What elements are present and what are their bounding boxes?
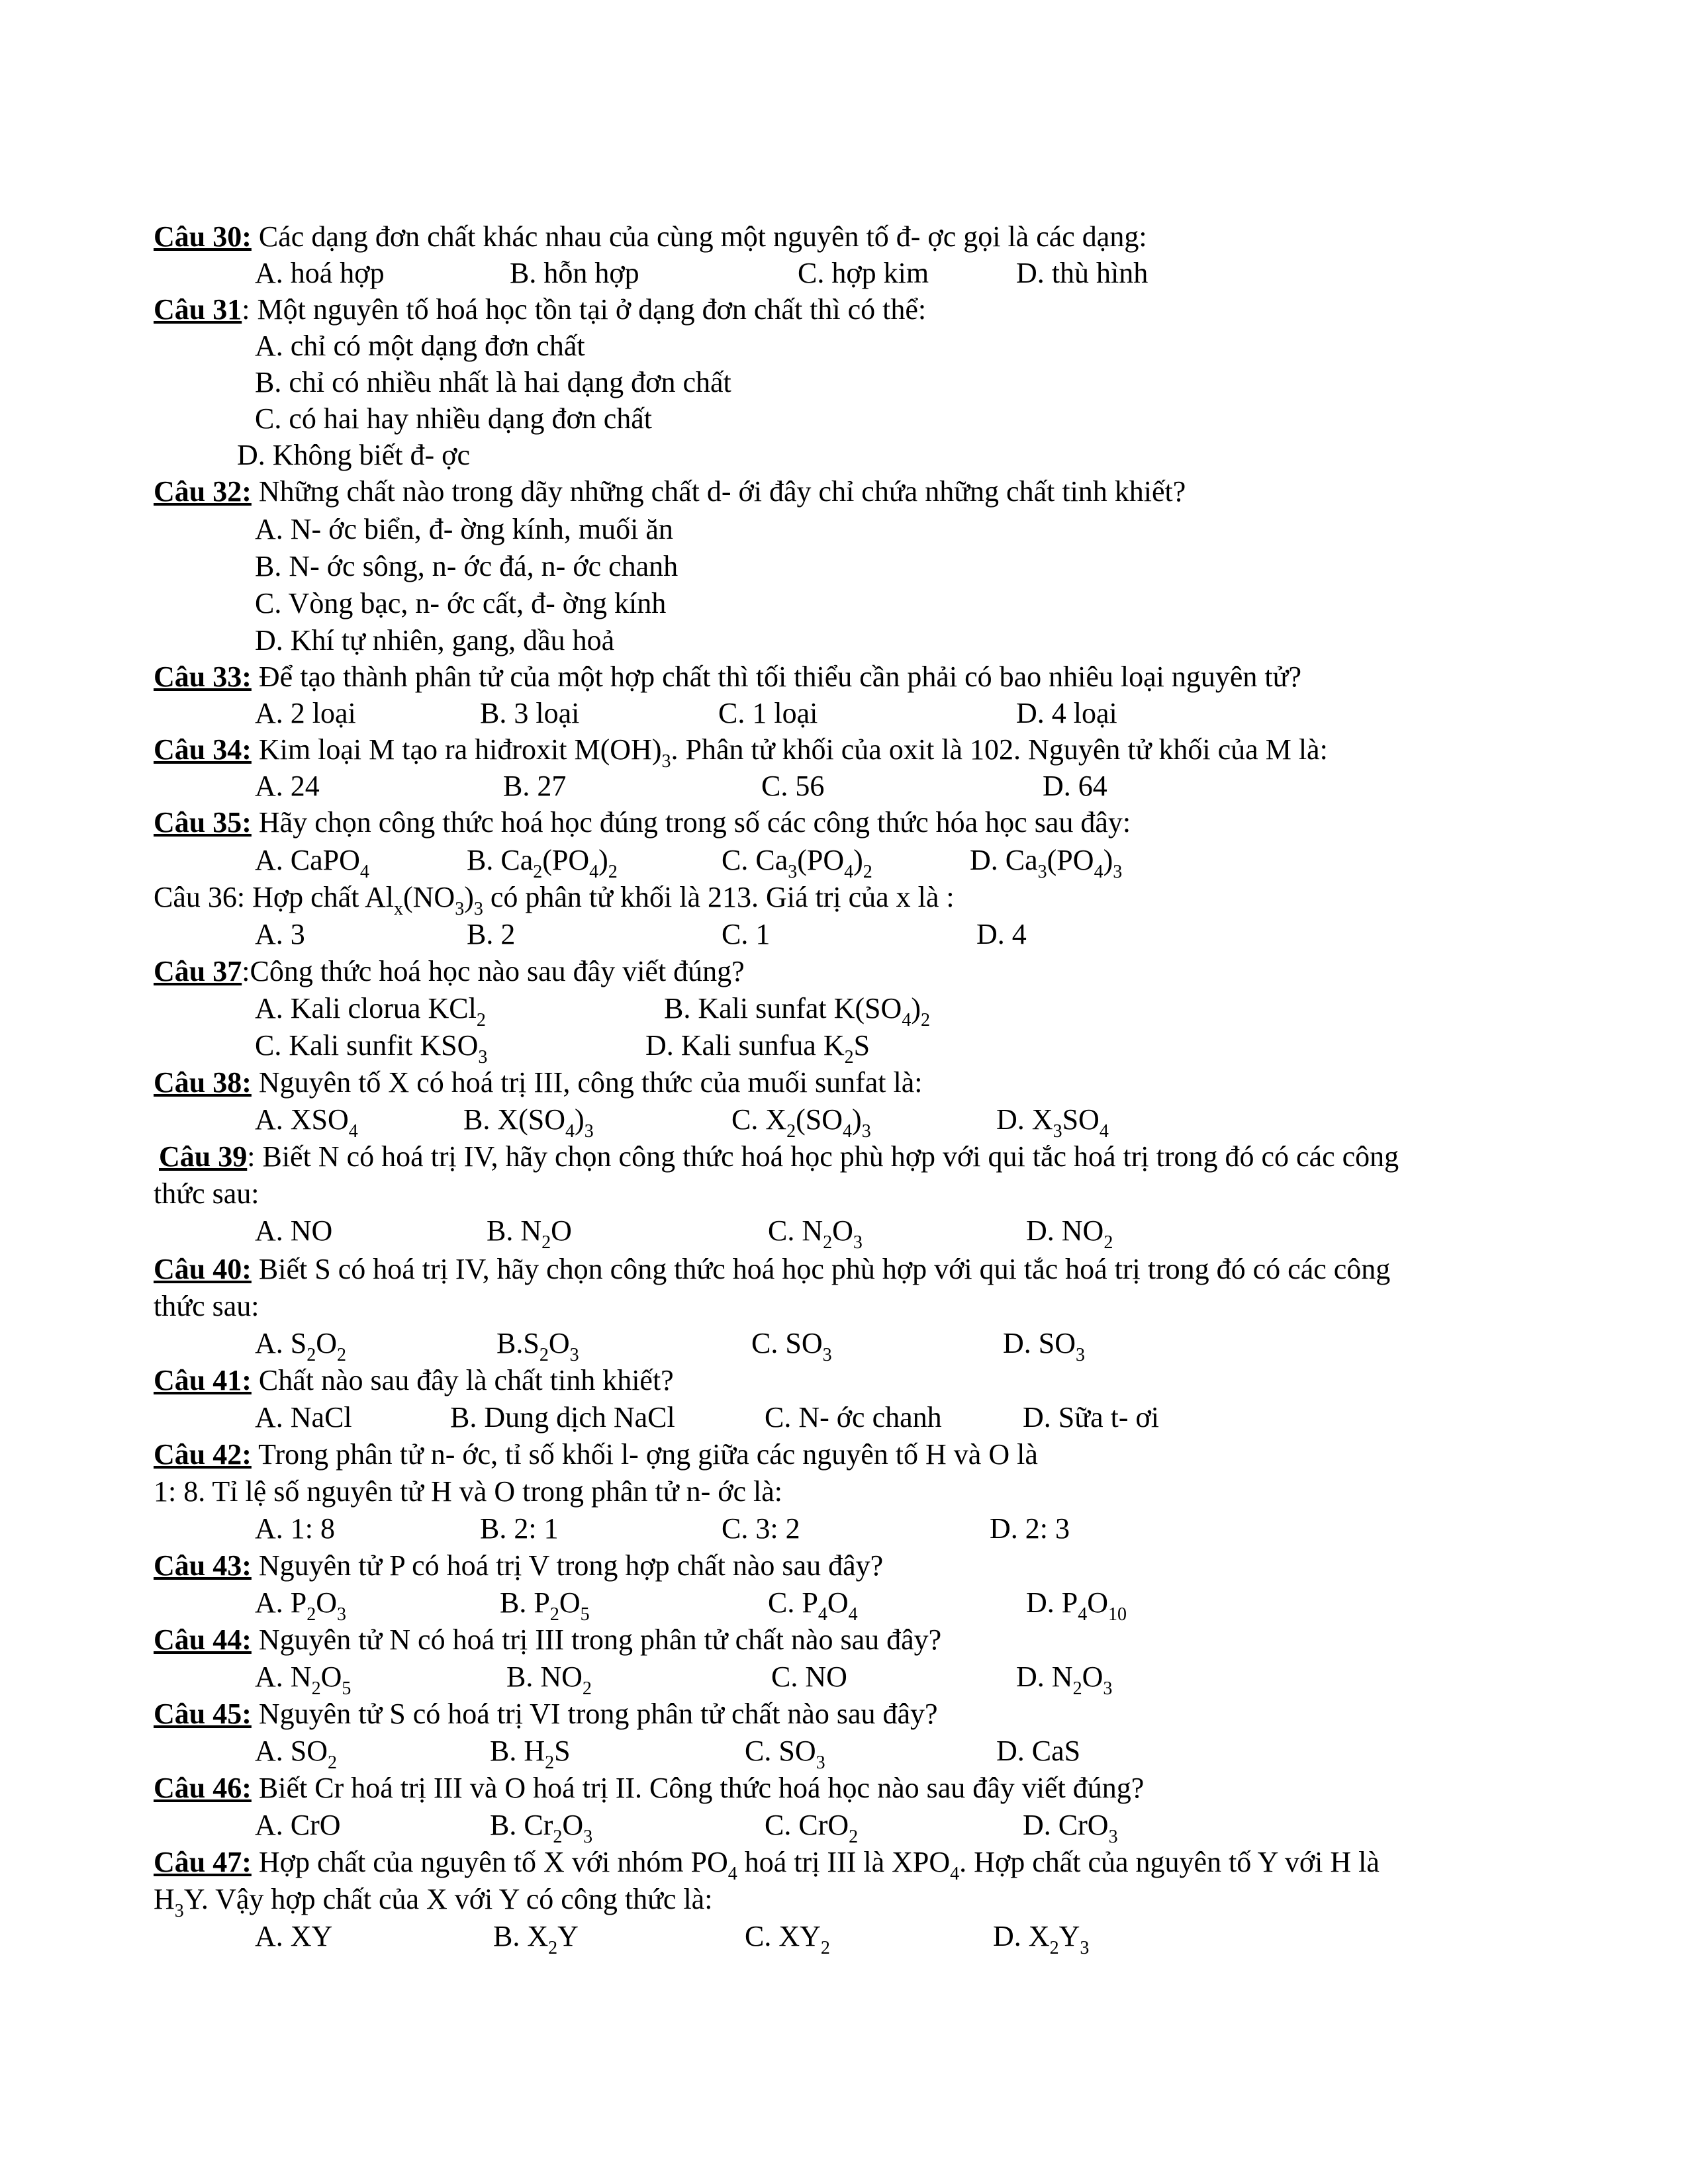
answer-option: D. 4 loại: [1016, 697, 1117, 729]
question-number: Câu 34:: [154, 733, 252, 766]
answer-option: B. $H_2S$: [490, 1735, 571, 1773]
answer-option: A. N- ớc biển, đ- ờng kính, muối ăn: [255, 513, 673, 545]
question-stem: [154, 218, 1147, 255]
question-stem: [154, 1064, 922, 1101]
question-text: Nguyên tử P có hoá trị V trong hợp chất nào sau đây?: [251, 1549, 884, 1582]
answer-option: C. 1 loại: [718, 697, 818, 729]
answer-option: A. CrO: [255, 1809, 341, 1841]
question-text: Nguyên tử N có hoá trị III trong phân tử chất nào sau đây?: [251, 1623, 942, 1656]
question-text: Những chất nào trong dãy những chất d- ới đây chỉ chứa những chất tinh khiết?: [251, 475, 1186, 508]
question-number: Câu 44:: [154, 1623, 252, 1656]
question-number: Câu 42:: [154, 1438, 252, 1471]
question-stem: [154, 1696, 938, 1733]
answer-option: A. $SO_2$: [255, 1735, 338, 1773]
answer-option: A. hoá hợp: [255, 257, 385, 289]
answer-option: C. $Ca_3(PO_4)_2$: [722, 844, 872, 882]
answer-option: A. 3: [255, 918, 305, 950]
answer-option: A. NO: [255, 1214, 333, 1247]
question-number: Câu 37: [154, 955, 242, 987]
answer-option: B. 2: 1: [480, 1512, 559, 1545]
answer-option: D. Sữa t- ơi: [1023, 1401, 1159, 1433]
question-number: Câu 40:: [154, 1253, 252, 1285]
answer-option: B. $NO_2$: [506, 1661, 592, 1699]
answer-option: C. Kali sunfit $KSO_3$: [255, 1029, 488, 1068]
question-number: Câu 38:: [154, 1066, 252, 1099]
question-text: : Biết N có hoá trị IV, hãy chọn công thức hoá học phù hợp với qui tắc hoá trị trong đó có các công: [247, 1140, 1399, 1173]
answer-option: B. $Ca_2(PO_4)_2$: [467, 844, 618, 882]
answer-option: C. 3: 2: [722, 1512, 800, 1545]
answer-option: D. 64: [1043, 770, 1107, 802]
question-text: Kim loại M tạo ra hiđroxit $M(OH)_3$. Phân tử khối của oxit là 102. Nguyên tử khối của M là:: [251, 733, 1328, 772]
answer-option: B. Kali sunfat $K(SO_4)_2$: [664, 992, 930, 1030]
question-stem: [159, 1138, 1399, 1175]
question-stem: [154, 1621, 941, 1659]
question-number: Câu 39: [159, 1140, 248, 1173]
answer-option: D. CaS: [996, 1735, 1081, 1767]
question-number: Câu 47:: [154, 1846, 252, 1878]
question-number: Câu 41:: [154, 1364, 252, 1396]
answer-option: A. 2 loại: [255, 697, 356, 729]
question-text-continued: thức sau:: [154, 1290, 259, 1322]
answer-option: D. $X_2Y_3$: [993, 1920, 1090, 1958]
question-text: Để tạo thành phân tử của một hợp chất thì tối thiểu cần phải có bao nhiêu loại nguyên tử?: [251, 660, 1301, 693]
answer-option: B. $N_2O$: [487, 1214, 572, 1253]
question-stem: [154, 1251, 1390, 1288]
answer-option: B. 3 loại: [480, 697, 580, 729]
answer-option: D. $N_2O_3$: [1016, 1661, 1113, 1699]
question-stem: [154, 731, 1328, 772]
question-stem: [154, 291, 926, 328]
answer-option: C. $SO_3$: [751, 1327, 832, 1365]
answer-option: C. hợp kim: [798, 257, 929, 289]
answer-option: A. Kali clorua KCl$_2$: [255, 992, 486, 1030]
answer-option: B. 27: [503, 770, 567, 802]
question-number: Câu 43:: [154, 1549, 252, 1582]
answer-option: A. XY: [255, 1920, 333, 1952]
answer-option: D. CrO$_3$: [1023, 1809, 1118, 1847]
answer-option: D. Kali sunfua $K_2S$: [645, 1029, 870, 1068]
answer-option: C. Vòng bạc, n- ớc cất, đ- ờng kính: [255, 587, 667, 619]
answer-option: B. 2: [467, 918, 516, 950]
answer-option: C. có hai hay nhiều dạng đơn chất: [255, 402, 652, 435]
answer-option: C. $X_2(SO_4)_3$: [731, 1103, 871, 1142]
question-stem: [154, 879, 955, 919]
question-text-continued: thức sau:: [154, 1177, 259, 1210]
answer-option: D. $X_3SO_4$: [996, 1103, 1109, 1142]
answer-option: B. $P_2O_5$: [500, 1586, 590, 1625]
question-text: Biết Cr hoá trị III và O hoá trị II. Công thức hoá học nào sau đây viết đúng?: [251, 1772, 1145, 1804]
answer-option: A. 24: [255, 770, 320, 802]
answer-option: A. $XSO_4$: [255, 1103, 358, 1142]
question-text-continued: 1: 8. Tỉ lệ số nguyên tử H và O trong phân tử n- ớc là:: [154, 1475, 782, 1508]
question-number: Câu 46:: [154, 1772, 252, 1804]
answer-option: A. $P_2O_3$: [255, 1586, 347, 1625]
question-text: Nguyên tử S có hoá trị VI trong phân tử chất nào sau đây?: [251, 1698, 938, 1730]
question-stem: [154, 659, 1301, 696]
question-stem: [154, 804, 1131, 841]
question-number: Câu 45:: [154, 1698, 252, 1730]
question-stem: [154, 1770, 1144, 1807]
answer-option: B. N- ớc sông, n- ớc đá, n- ớc chanh: [255, 550, 679, 582]
question-number: Câu 30:: [154, 220, 252, 253]
answer-option: C. 1: [722, 918, 771, 950]
answer-option: B. Dung dịch NaCl: [450, 1401, 675, 1433]
answer-option: $B.S_2O_3$: [496, 1327, 579, 1365]
question-text: :Công thức hoá học nào sau đây viết đúng?: [242, 955, 745, 987]
question-text-continued: $H_3Y$. Vậy hợp chất của X với Y có công thức là:: [154, 1883, 713, 1921]
question-stem: [154, 1547, 883, 1584]
question-text: Hãy chọn công thức hoá học đúng trong số các công thức hóa học sau đây:: [251, 806, 1131, 839]
question-stem: [154, 1436, 1038, 1473]
answer-option: A. NaCl: [255, 1401, 352, 1433]
answer-option: A. $N_2O_5$: [255, 1661, 352, 1699]
question-text: Câu 36: Hợp chất $Al_x(NO_3)_3$ có phân tử khối là 213. Giá trị của x là :: [154, 881, 955, 919]
answer-option: C. $XY_2$: [745, 1920, 830, 1958]
answer-option: C. $SO_3$: [745, 1735, 825, 1773]
answer-option: D. 4: [976, 918, 1027, 950]
answer-option: B. chỉ có nhiều nhất là hai dạng đơn chất: [255, 366, 731, 398]
question-number: Câu 31: [154, 293, 242, 326]
question-text: Hợp chất của nguyên tố X với nhóm $PO_4$ hoá trị III là $XPO_4$. Hợp chất của nguyên tố Y với H là: [251, 1846, 1380, 1884]
question-text: Chất nào sau đây là chất tinh khiết?: [251, 1364, 674, 1396]
answer-option: C. CrO$_2$: [765, 1809, 859, 1847]
question-number: Câu 33:: [154, 660, 252, 693]
answer-option: C. 56: [761, 770, 825, 802]
answer-option: A. $S_2O_2$: [255, 1327, 347, 1365]
answer-option: A. chỉ có một dạng đơn chất: [255, 330, 585, 362]
answer-option: D. $Ca_3(PO_4)_3$: [970, 844, 1123, 882]
answer-option: D. 2: 3: [990, 1512, 1070, 1545]
question-number: Câu 35:: [154, 806, 252, 839]
answer-option: B. $X(SO_4)_3$: [463, 1103, 594, 1142]
question-text: Biết S có hoá trị IV, hãy chọn công thức hoá học phù hợp với qui tắc hoá trị trong đó có các công: [251, 1253, 1391, 1285]
question-stem: [154, 1362, 674, 1399]
answer-option: C. NO: [771, 1661, 847, 1693]
answer-option: C. $P_4O_4$: [768, 1586, 858, 1625]
answer-option: C. $N_2O_3$: [768, 1214, 863, 1253]
answer-option: B. $Cr_2O_3$: [490, 1809, 593, 1847]
answer-option: D. thù hình: [1016, 257, 1149, 289]
answer-option: B. hỗn hợp: [510, 257, 639, 289]
question-stem: [154, 953, 745, 990]
question-text: Trong phân tử n- ớc, tỉ số khối l- ợng giữa các nguyên tố H và O là: [251, 1438, 1038, 1471]
answer-option: A. 1: 8: [255, 1512, 335, 1545]
question-text: Nguyên tố X có hoá trị III, công thức của muối sunfat là:: [251, 1066, 923, 1099]
answer-option: A. CaPO$_4$: [255, 844, 369, 882]
answer-option: D. Không biết đ- ợc: [237, 439, 470, 471]
answer-option: D. $SO_3$: [1003, 1327, 1086, 1365]
answer-option: D. Khí tự nhiên, gang, dầu hoả: [255, 624, 615, 657]
answer-option: B. $X_2Y$: [493, 1920, 579, 1958]
answer-option: D. $P_4O_{10}$: [1026, 1586, 1127, 1625]
answer-option: D. $NO_2$: [1026, 1214, 1113, 1253]
question-number: Câu 32:: [154, 475, 252, 508]
question-stem: [154, 1844, 1380, 1884]
question-text: Các dạng đơn chất khác nhau của cùng một nguyên tố đ- ợc gọi là các dạng:: [251, 220, 1147, 253]
question-stem: [154, 473, 1186, 510]
answer-option: C. N- ớc chanh: [765, 1401, 942, 1433]
question-text: : Một nguyên tố hoá học tồn tại ở dạng đơn chất thì có thể:: [242, 293, 927, 326]
